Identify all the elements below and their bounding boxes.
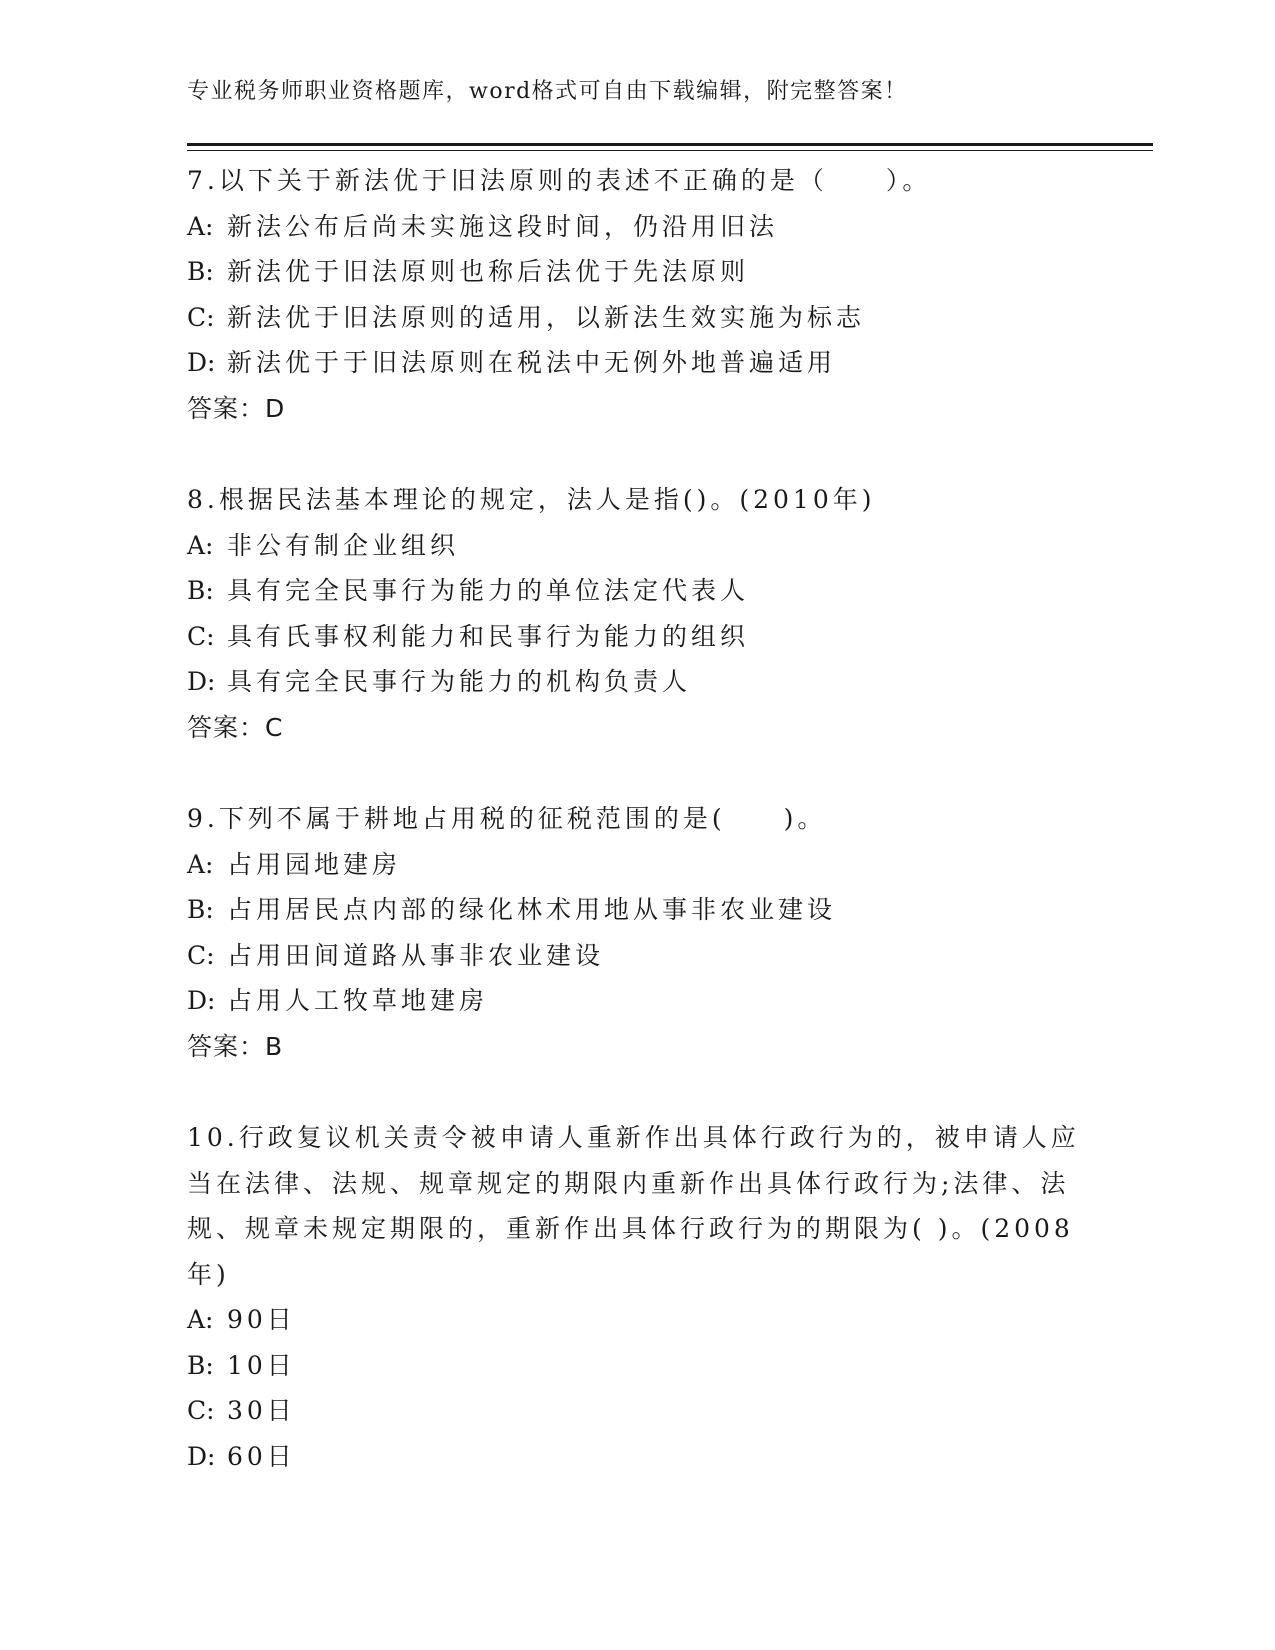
question-text-line: 年) xyxy=(187,1259,230,1289)
option-d xyxy=(187,340,1087,386)
option-c xyxy=(187,933,1087,979)
option-d xyxy=(187,659,1087,705)
option-text: 60日 xyxy=(227,1441,296,1471)
answer: 答案：B xyxy=(187,1031,284,1061)
option-letter: B: xyxy=(187,895,214,924)
option-b xyxy=(187,1343,1087,1389)
option-text: 新法公布后尚未实施这段时间，仍沿用旧法 xyxy=(227,211,779,241)
option-text: 新法优于旧法原则也称后法优于先法原则 xyxy=(227,257,750,286)
option-letter: B: xyxy=(187,576,214,605)
option-a xyxy=(187,523,1087,569)
question-9 xyxy=(187,796,1087,1069)
option-text: 10日 xyxy=(227,1350,296,1380)
question-list xyxy=(187,158,1087,1525)
option-letter: D: xyxy=(187,986,216,1015)
option-a xyxy=(187,1297,1087,1343)
option-letter: A: xyxy=(187,530,214,560)
question-text: 9.下列不属于耕地占用税的征税范围的是( )。 xyxy=(187,804,827,833)
option-b xyxy=(187,568,1087,614)
option-letter: A: xyxy=(187,849,214,879)
question-7 xyxy=(187,158,1087,431)
option-letter: B: xyxy=(187,1350,214,1380)
option-letter: D: xyxy=(187,348,216,377)
option-text: 占用人工牧草地建房 xyxy=(227,986,489,1015)
question-10 xyxy=(187,1115,1087,1479)
header-rule-thin xyxy=(187,150,1153,151)
page-header: 专业税务师职业资格题库，word格式可自由下载编辑，附完整答案！ xyxy=(187,79,908,104)
option-letter: C: xyxy=(187,621,215,651)
option-a xyxy=(187,204,1087,250)
option-text: 占用田间道路从事非农业建设 xyxy=(227,940,605,970)
option-b xyxy=(187,887,1087,933)
option-letter: C: xyxy=(187,940,215,970)
option-text: 30日 xyxy=(227,1396,296,1425)
option-c xyxy=(187,614,1087,660)
question-text-line: 10.行政复议机关责令被申请人重新作出具体行政行为的，被申请人应 xyxy=(187,1123,1080,1152)
option-letter: D: xyxy=(187,667,216,696)
answer: 答案：D xyxy=(187,393,286,423)
option-text: 具有完全民事行为能力的单位法定代表人 xyxy=(227,576,750,605)
option-text: 90日 xyxy=(227,1305,296,1334)
option-text: 具有氏事权利能力和民事行为能力的组织 xyxy=(227,621,750,651)
option-d xyxy=(187,978,1087,1024)
option-text: 具有完全民事行为能力的机构负责人 xyxy=(227,667,692,696)
question-text: 7.以下关于新法优于旧法原则的表述不正确的是（ ）。 xyxy=(187,166,932,195)
option-a xyxy=(187,842,1087,888)
option-letter: A: xyxy=(187,211,214,241)
option-text: 占用园地建房 xyxy=(227,849,402,879)
option-text: 非公有制企业组织 xyxy=(227,530,460,560)
option-text: 占用居民点内部的绿化林术用地从事非农业建设 xyxy=(227,895,837,924)
question-8 xyxy=(187,477,1087,750)
option-letter: B: xyxy=(187,257,214,286)
option-text: 新法优于旧法原则的适用，以新法生效实施为标志 xyxy=(227,302,866,332)
option-letter: A: xyxy=(187,1305,214,1334)
question-text-line: 当在法律、法规、规章规定的期限内重新作出具体行政行为;法律、法 xyxy=(187,1168,1070,1198)
header-rule-thick xyxy=(187,143,1153,146)
option-letter: D: xyxy=(187,1441,216,1471)
option-b xyxy=(187,249,1087,295)
option-letter: C: xyxy=(187,302,215,332)
question-text: 8.根据民法基本理论的规定，法人是指()。(2010年) xyxy=(187,485,876,514)
option-c xyxy=(187,1388,1087,1434)
question-text-line: 规、规章未规定期限的，重新作出具体行政行为的期限为( )。(2008 xyxy=(187,1214,1074,1243)
option-d xyxy=(187,1434,1087,1480)
option-letter: C: xyxy=(187,1396,215,1425)
answer: 答案：C xyxy=(187,712,284,742)
option-text: 新法优于于旧法原则在税法中无例外地普遍适用 xyxy=(227,348,837,377)
option-c xyxy=(187,295,1087,341)
